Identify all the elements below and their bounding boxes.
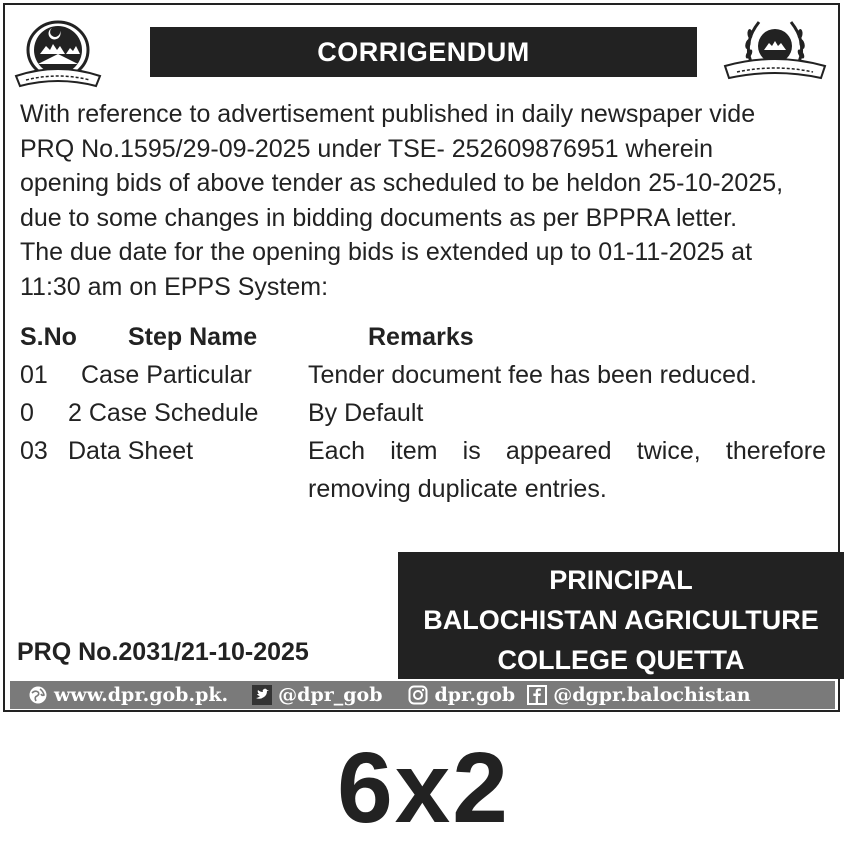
balochistan-emblem-left: [12, 14, 104, 92]
globe-icon: [28, 685, 48, 705]
signature-line: COLLEGE QUETTA: [497, 645, 745, 675]
row-remarks: Each item is appeared twice, therefore removing duplicate entries.: [308, 437, 826, 503]
table-row: [20, 394, 826, 432]
dpr-emblem-right: [717, 14, 833, 86]
row-remarks: By Default: [308, 399, 424, 427]
instagram-icon: [408, 685, 428, 705]
body-line: The due date for the opening bids is extended up to 01-11-2025 at: [20, 238, 753, 266]
footer-bar: [10, 681, 835, 709]
instagram-handle[interactable]: dpr.gob: [434, 684, 516, 706]
body-line: PRQ No.1595/29-09-2025 under TSE- 252609876951 wherein: [20, 134, 714, 163]
table-header-row: [20, 318, 826, 356]
footer-website[interactable]: [28, 684, 228, 706]
footer-facebook[interactable]: [527, 684, 750, 706]
row-sno: 0: [20, 399, 34, 427]
row-remarks: Tender document fee has been reduced.: [308, 361, 757, 389]
header-sno: S.No: [20, 323, 77, 351]
facebook-icon: [527, 685, 547, 705]
row-sno: 01: [20, 361, 48, 389]
ad-size-label: 6x2: [337, 732, 510, 844]
twitter-icon: [252, 685, 272, 705]
footer-instagram[interactable]: [408, 684, 515, 706]
row-step: 2 Case Schedule: [68, 399, 259, 427]
notice-body: [20, 97, 826, 304]
body-line: opening bids of above tender as scheduled to be heldon 25-10-2025,: [20, 169, 784, 197]
body-line: With reference to advertisement published in daily newspaper vide: [20, 100, 756, 128]
facebook-handle[interactable]: @dgpr.balochistan: [553, 684, 751, 706]
steps-table: [20, 318, 826, 508]
table-row: [20, 432, 826, 508]
signature-line: PRINCIPAL: [549, 565, 693, 595]
website-link[interactable]: www.dpr.gob.pk.: [54, 684, 229, 706]
header-remarks: Remarks: [368, 323, 474, 351]
prq-number: PRQ No.2031/21-10-2025: [17, 638, 309, 666]
row-sno: 03: [20, 437, 48, 465]
footer-twitter[interactable]: [252, 684, 382, 706]
signature-block: [398, 552, 844, 679]
table-row: [20, 356, 826, 394]
body-line: due to some changes in bidding documents as per BPPRA letter.: [20, 203, 738, 232]
signature-line: BALOCHISTAN AGRICULTURE: [423, 605, 819, 635]
header-step-name: Step Name: [128, 323, 258, 351]
row-step: Data Sheet: [68, 437, 194, 465]
row-step: Case Particular: [74, 361, 252, 389]
corrigendum-title: CORRIGENDUM: [150, 27, 697, 77]
twitter-handle[interactable]: @dpr_gob: [278, 684, 383, 706]
body-line: 11:30 am on EPPS System:: [20, 272, 329, 301]
